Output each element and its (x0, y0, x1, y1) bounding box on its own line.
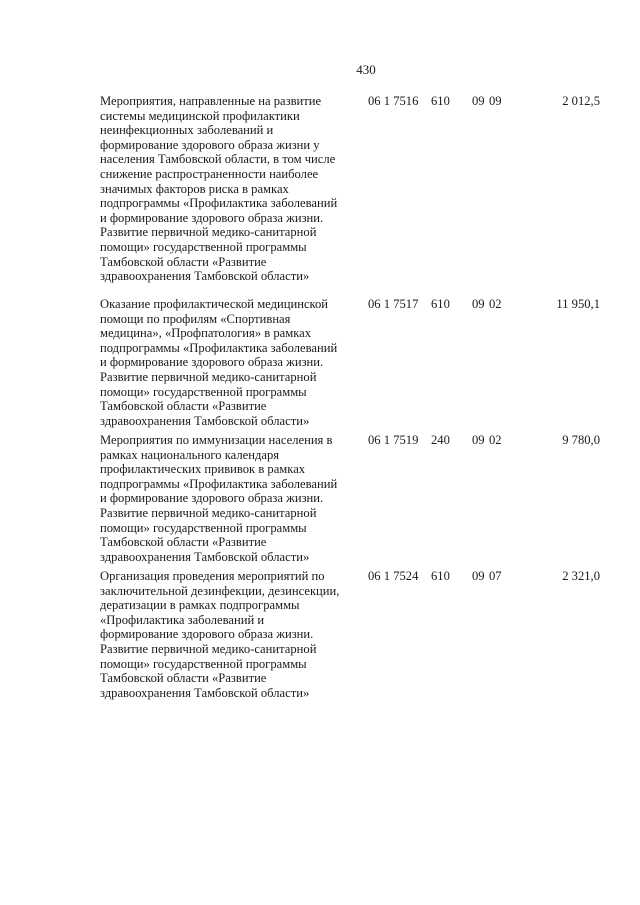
row-expense-type: 610 (431, 297, 450, 311)
row-section: 09 (472, 297, 485, 311)
page-number: 430 (356, 62, 376, 77)
table-row (0, 94, 640, 297)
row-section: 09 (472, 433, 485, 447)
row-description: Организация проведения мероприятий по заключительной дезинфекции, дезинсекции, дератизации в рамках подпрограммы «Профилактика заболеваний и формирование здорового образа жизни. Развитие первичной медико-санитарной помощи» государственной программы Тамбовской области «Развитие здравоохранения Тамбовской области» (100, 569, 340, 700)
row-target-article: 06 1 7524 (368, 569, 419, 583)
row-expense-type: 610 (431, 569, 450, 583)
row-target-article: 06 1 7516 (368, 94, 419, 108)
row-expense-type: 610 (431, 94, 450, 108)
row-amount: 2 012,5 (562, 94, 600, 108)
row-amount: 9 780,0 (562, 433, 600, 447)
row-target-article: 06 1 7519 (368, 433, 419, 447)
table-row (0, 569, 640, 705)
row-expense-type: 240 (431, 433, 450, 447)
table-row (0, 433, 640, 569)
row-amount: 2 321,0 (562, 569, 600, 583)
row-section: 09 (472, 94, 485, 108)
row-subsection: 02 (489, 433, 502, 447)
budget-table (0, 94, 640, 705)
row-description: Мероприятия, направленные на развитие системы медицинской профилактики неинфекционных заболеваний и формирование здорового образа жизни у населения Тамбовской области, в том числе снижение распространенности наиболее значимых факторов риска в рамках подпрограммы «Профилактика заболеваний и формирование здорового образа жизни. Развитие первичной медико-санитарной помощи» государственной программы Тамбовской области «Развитие здравоохранения Тамбовской области» (100, 94, 338, 284)
row-subsection: 07 (489, 569, 502, 583)
row-subsection: 09 (489, 94, 502, 108)
row-description: Мероприятия по иммунизации населения в рамках национального календаря профилактических прививок в рамках подпрограммы «Профилактика заболеваний и формирование здорового образа жизни. Развитие первичной медико-санитарной помощи» государственной программы Тамбовской области «Развитие здравоохранения Тамбовской области» (100, 433, 338, 564)
row-amount: 11 950,1 (556, 297, 600, 311)
row-description: Оказание профилактической медицинской помощи по профилям «Спортивная медицина», «Профпатология» в рамках подпрограммы «Профилактика заболеваний и формирование здорового образа жизни. Развитие первичной медико-санитарной помощи» государственной программы Тамбовской области «Развитие здравоохранения Тамбовской области» (100, 297, 338, 428)
row-section: 09 (472, 569, 485, 583)
row-target-article: 06 1 7517 (368, 297, 419, 311)
row-subsection: 02 (489, 297, 502, 311)
table-row (0, 297, 640, 433)
